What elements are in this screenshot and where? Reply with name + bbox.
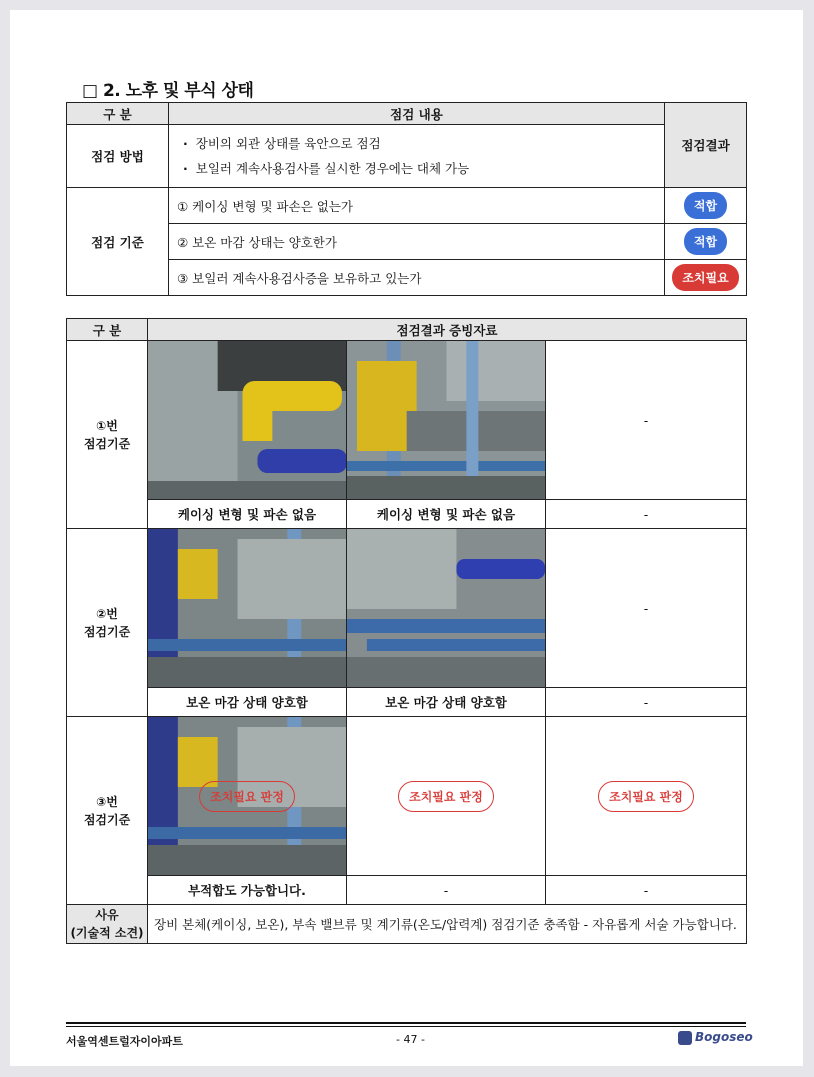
header-evidence: 점검결과 증빙자료 [148, 319, 747, 341]
empty-cell: - [546, 341, 747, 500]
header-content: 점검 내용 [169, 103, 665, 125]
action-needed-stamp: 조치필요 판정 [199, 781, 295, 812]
row-number: ①번 [96, 418, 118, 433]
method-list [169, 125, 665, 188]
row-label [67, 717, 148, 905]
action-needed-stamp: 조치필요 판정 [598, 781, 694, 812]
photo-caption: - [546, 876, 747, 905]
brand-logo [678, 1030, 753, 1045]
evidence-photo-with-stamp [148, 717, 347, 876]
row-sublabel: 점검기준 [83, 812, 131, 827]
reason-label [67, 905, 148, 944]
footer-site-name: 서울역센트럴자이아파트 [66, 1035, 183, 1048]
evidence-table [66, 318, 747, 944]
row-sublabel: 점검기준 [83, 436, 131, 451]
criteria-result [665, 260, 747, 296]
stamp-cell [546, 717, 747, 876]
evidence-photo [347, 529, 546, 688]
stamp-cell [347, 717, 546, 876]
brand-name: Bogoseo [695, 1030, 753, 1044]
row-label [67, 529, 148, 717]
method-item: · 장비의 외관 상태를 육안으로 점검 [183, 131, 664, 156]
method-label: 점검 방법 [67, 125, 169, 188]
criteria-result [665, 188, 747, 224]
header-category: 구 분 [67, 103, 169, 125]
photo-caption: - [347, 876, 546, 905]
photo-caption: - [546, 688, 747, 717]
inspection-criteria-table [66, 102, 747, 296]
criteria-label: 점검 기준 [67, 188, 169, 296]
row-number: ③번 [96, 794, 118, 809]
photo-caption: 부적합도 가능합니다. [148, 876, 347, 905]
criteria-item: ① 케이싱 변형 및 파손은 없는가 [169, 188, 665, 224]
photo-caption: 보온 마감 상태 양호함 [148, 688, 347, 717]
section-title: □ 2. 노후 및 부식 상태 [82, 81, 254, 101]
reason-text: 장비 본체(케이싱, 보온), 부속 밸브류 및 계기류(온도/압력계) 점검기준 충족함 - 자유롭게 서술 가능합니다. [148, 905, 747, 944]
report-page [10, 10, 803, 1066]
evidence-photo [148, 341, 347, 500]
photo-caption: 케이싱 변형 및 파손 없음 [347, 500, 546, 529]
photo-caption: 보온 마감 상태 양호함 [347, 688, 546, 717]
row-number: ②번 [96, 606, 118, 621]
photo-caption: - [546, 500, 747, 529]
row-sublabel: 점검기준 [83, 624, 131, 639]
reason-subtitle: (기술적 소견) [70, 926, 144, 940]
result-badge-pass: 적합 [684, 192, 727, 219]
photo-caption: 케이싱 변형 및 파손 없음 [148, 500, 347, 529]
method-item: · 보일러 계속사용검사를 실시한 경우에는 대체 가능 [183, 156, 664, 181]
row-label [67, 341, 148, 529]
criteria-item: ② 보온 마감 상태는 양호한가 [169, 224, 665, 260]
criteria-result [665, 224, 747, 260]
empty-cell: - [546, 529, 747, 688]
logo-icon [678, 1031, 692, 1045]
result-badge-action-needed: 조치필요 [672, 264, 738, 291]
header-result: 점검결과 [665, 103, 747, 188]
page-number: - 47 - [396, 1033, 425, 1046]
footer-rule [66, 1022, 746, 1024]
evidence-photo [148, 529, 347, 688]
header-category: 구 분 [67, 319, 148, 341]
footer-rule [66, 1026, 746, 1027]
result-badge-pass: 적합 [684, 228, 727, 255]
action-needed-stamp: 조치필요 판정 [398, 781, 494, 812]
reason-title: 사유 [95, 908, 119, 922]
criteria-item: ③ 보일러 계속사용검사증을 보유하고 있는가 [169, 260, 665, 296]
evidence-photo [347, 341, 546, 500]
